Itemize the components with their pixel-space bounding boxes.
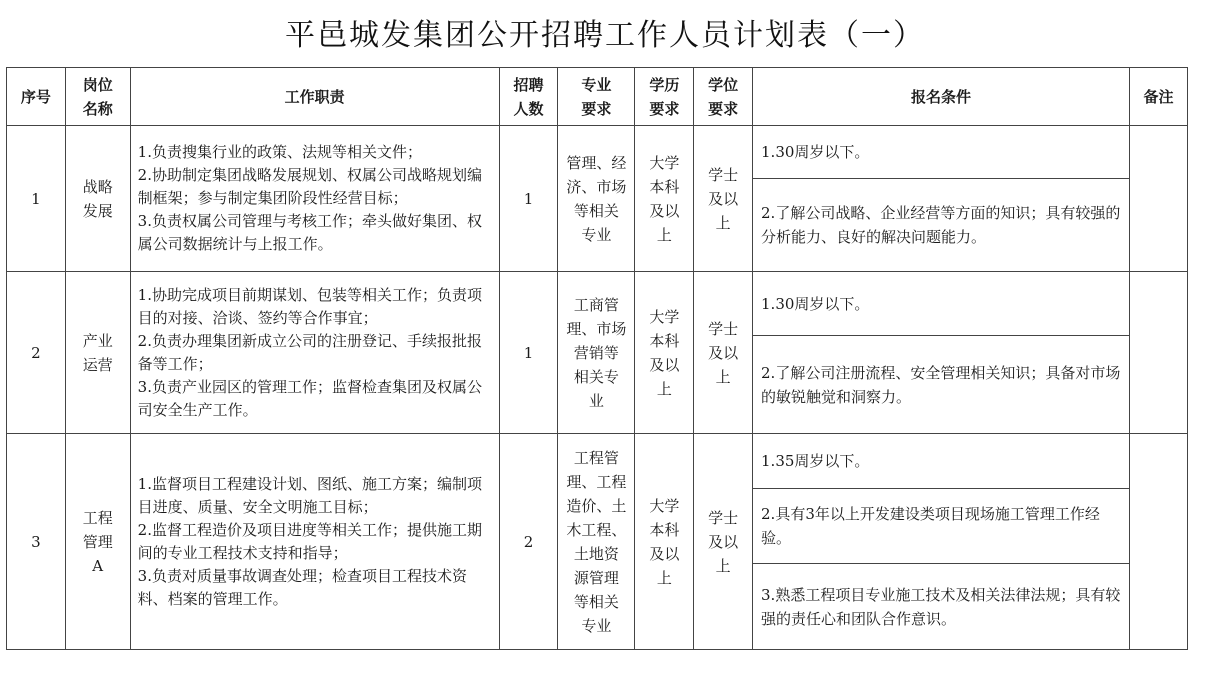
header-conditions: 报名条件 [753, 68, 1130, 126]
header-major: 专业 要求 [558, 68, 635, 126]
major-cell: 管理、经 济、市场 等相关 专业 [558, 126, 635, 272]
page-title: 平邑城发集团公开招聘工作人员计划表（一） [285, 18, 925, 53]
condition-cell: 2.了解公司注册流程、安全管理相关知识；具备对市场的敏锐触觉和洞察力。 [753, 336, 1130, 434]
header-education: 学历 要求 [635, 68, 694, 126]
notes-cell [1130, 272, 1188, 434]
position-cell: 工程 管理 A [65, 434, 130, 650]
duties-cell: 1.负责搜集行业的政策、法规等相关文件； 2.协助制定集团战略发展规划、权属公司战略规划编制框架；参与制定集团阶段性经营目标； 3.负责权属公司管理与考核工作；牵头做好集团、权属公司数据统计与上报工作。 [130, 126, 499, 272]
header-position: 岗位 名称 [65, 68, 130, 126]
count-cell: 2 [499, 434, 558, 650]
notes-cell [1130, 126, 1188, 272]
degree-cell: 学士 及以 上 [694, 126, 753, 272]
duties-cell: 1.协助完成项目前期谋划、包装等相关工作；负责项目的对接、洽谈、签约等合作事宜； 2.负责办理集团新成立公司的注册登记、手续报批报备等工作； 3.负责产业园区的管理工作；监督检查集团及权属公司安全生产工作。 [130, 272, 499, 434]
major-cell: 工程管 理、工程 造价、土 木工程、 土地资 源管理 等相关 专业 [558, 434, 635, 650]
count-cell: 1 [499, 272, 558, 434]
header-count: 招聘 人数 [499, 68, 558, 126]
condition-cell: 2.了解公司战略、企业经营等方面的知识；具有较强的分析能力、良好的解决问题能力。 [753, 179, 1130, 272]
major-cell: 工商管 理、市场 营销等 相关专 业 [558, 272, 635, 434]
table-row [7, 126, 1188, 179]
recruitment-plan-table [6, 67, 1188, 650]
header-duties: 工作职责 [130, 68, 499, 126]
seq-cell: 1 [7, 126, 66, 272]
education-cell: 大学 本科 及以 上 [635, 434, 694, 650]
header-row [7, 68, 1188, 126]
table-row [7, 434, 1188, 489]
count-cell: 1 [499, 126, 558, 272]
duties-cell: 1.监督项目工程建设计划、图纸、施工方案；编制项目进度、质量、安全文明施工目标； 2.监督工程造价及项目进度等相关工作；提供施工期间的专业工程技术支持和指导； 3.负责对质量事故调查处理；检查项目工程技术资料、档案的管理工作。 [130, 434, 499, 650]
condition-cell: 1.35周岁以下。 [753, 434, 1130, 489]
condition-cell: 2.具有3年以上开发建设类项目现场施工管理工作经验。 [753, 489, 1130, 564]
condition-cell: 1.30周岁以下。 [753, 272, 1130, 336]
position-cell: 战略 发展 [65, 126, 130, 272]
position-cell: 产业 运营 [65, 272, 130, 434]
header-notes: 备注 [1130, 68, 1188, 126]
degree-cell: 学士 及以 上 [694, 272, 753, 434]
condition-cell: 3.熟悉工程项目专业施工技术及相关法律法规；具有较强的责任心和团队合作意识。 [753, 564, 1130, 650]
table-row [7, 272, 1188, 336]
education-cell: 大学 本科 及以 上 [635, 272, 694, 434]
condition-cell: 1.30周岁以下。 [753, 126, 1130, 179]
seq-cell: 3 [7, 434, 66, 650]
header-seq: 序号 [7, 68, 66, 126]
notes-cell [1130, 434, 1188, 650]
header-degree: 学位 要求 [694, 68, 753, 126]
education-cell: 大学 本科 及以 上 [635, 126, 694, 272]
degree-cell: 学士 及以 上 [694, 434, 753, 650]
seq-cell: 2 [7, 272, 66, 434]
